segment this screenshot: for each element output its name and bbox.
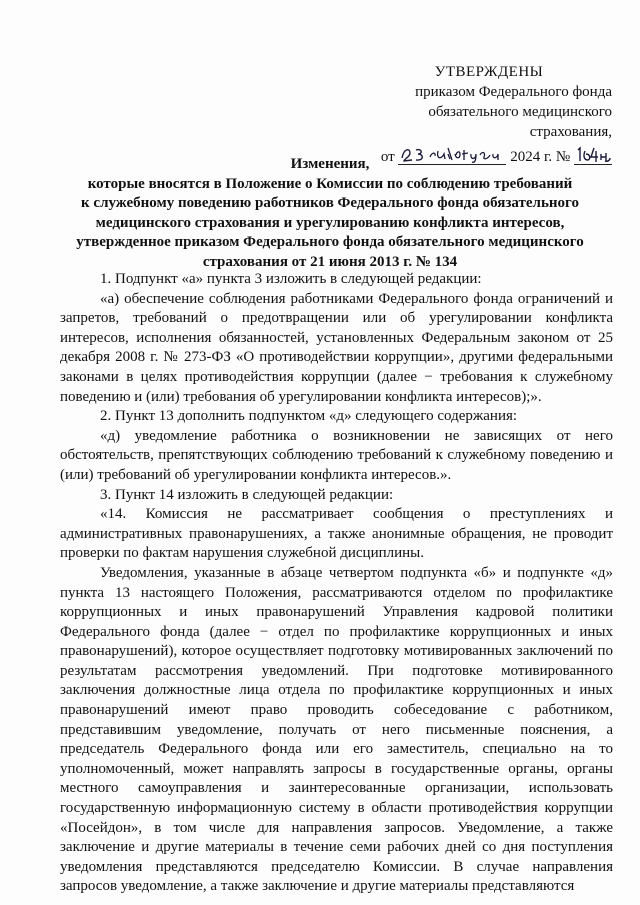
approval-block — [352, 62, 612, 167]
paragraph-subitem-a: «а) обеспечение соблюдения работниками Федерального фонда ограничений и запретов, требований о предотвращении или об урегулировании конфликта интересов, исполнения обязанностей, установленных Федеральным законом от 25 декабря 2008 г. № 273-ФЗ «О противодействии коррупции», другими федеральными законами в целях противодействия коррупции (далее − требования к служебному поведению и (или) требования об урегулировании конфликта интересов);». — [60, 290, 613, 405]
approval-date-prefix: от — [380, 149, 395, 165]
title-line-5: утвержденное приказом Федерального фонда обязательного медицинского — [76, 234, 584, 250]
title-line-6: страхования от 21 июня 2013 г. № 134 — [202, 253, 458, 270]
paragraph-subitem-d: «д) уведомление работника о возникновении не зависящих от него обстоятельств, препятствующих соблюдению требований к служебному поведению и (или) требований об урегулировании конфликта интересов.». — [60, 427, 613, 483]
paragraph-item-2: 2. Пункт 13 дополнить подпунктом «д» следующего содержания: — [100, 408, 518, 425]
title-line-1: Изменения, — [290, 156, 370, 172]
approval-line-1: приказом Федерального фонда — [415, 84, 612, 100]
title-line-4: медицинского страхования и урегулированию конфликта интересов, — [95, 214, 565, 231]
title-line-2: которые вносятся в Положение о Комиссии по соблюдению требований — [87, 175, 573, 192]
paragraph-item-3: 3. Пункт 14 изложить в следующей редакции: — [100, 486, 394, 503]
document-title — [60, 155, 600, 272]
paragraph-clause-14: «14. Комиссия не рассматривает сообщения о преступлениях и административных правонарушениях, а также анонимные обращения, не проводит проверки по фактам нарушения служебной дисциплины. — [60, 506, 613, 562]
paragraph-item-1: 1. Подпункт «а» пункта 3 изложить в следующей редакции: — [100, 271, 482, 287]
document-body — [60, 270, 613, 897]
paragraph-notifications: Уведомления, указанные в абзаце четвертом подпункта «б» и подпункте «д» пункта 13 настоящего Положения, рассматриваются отделом по профилактике коррупционных и иных правонарушений Управления кадровой политики Федерального фонда (далее − отдел по профилактике коррупционных и иных правонарушений), которое осуществляет подготовку мотивированных заключений по результатам рассмотрения уведомлений. При подготовке мотивированного заключения должностные лица отдела по профилактике коррупционных и иных правонарушений имеют право проводить собеседование с работником, представившим уведомление, получать от него письменные пояснения, а председатель Федерального фонда или его заместитель, специально на то уполномоченный, может направлять запросы в государственные органы, органы местного самоуправления и заинтересованные организации, использовать государственную информационную систему в области противодействия коррупции «Посейдон», в том числе для направления запросов. Уведомление, а также заключение и другие материалы в течение семи рабочих дней со дня поступления уведомления представляются председателю Комиссии. В случае направления запросов уведомление, а также заключение и другие материалы представляются — [60, 564, 613, 895]
title-line-3: к служебному поведению работников Федерального фонда обязательного — [81, 195, 579, 211]
approval-year: 2024 г. № — [510, 149, 571, 165]
approval-heading: УТВЕРЖДЕНЫ — [434, 64, 544, 80]
approval-line-2: обязательного медицинского страхования, — [428, 104, 612, 140]
